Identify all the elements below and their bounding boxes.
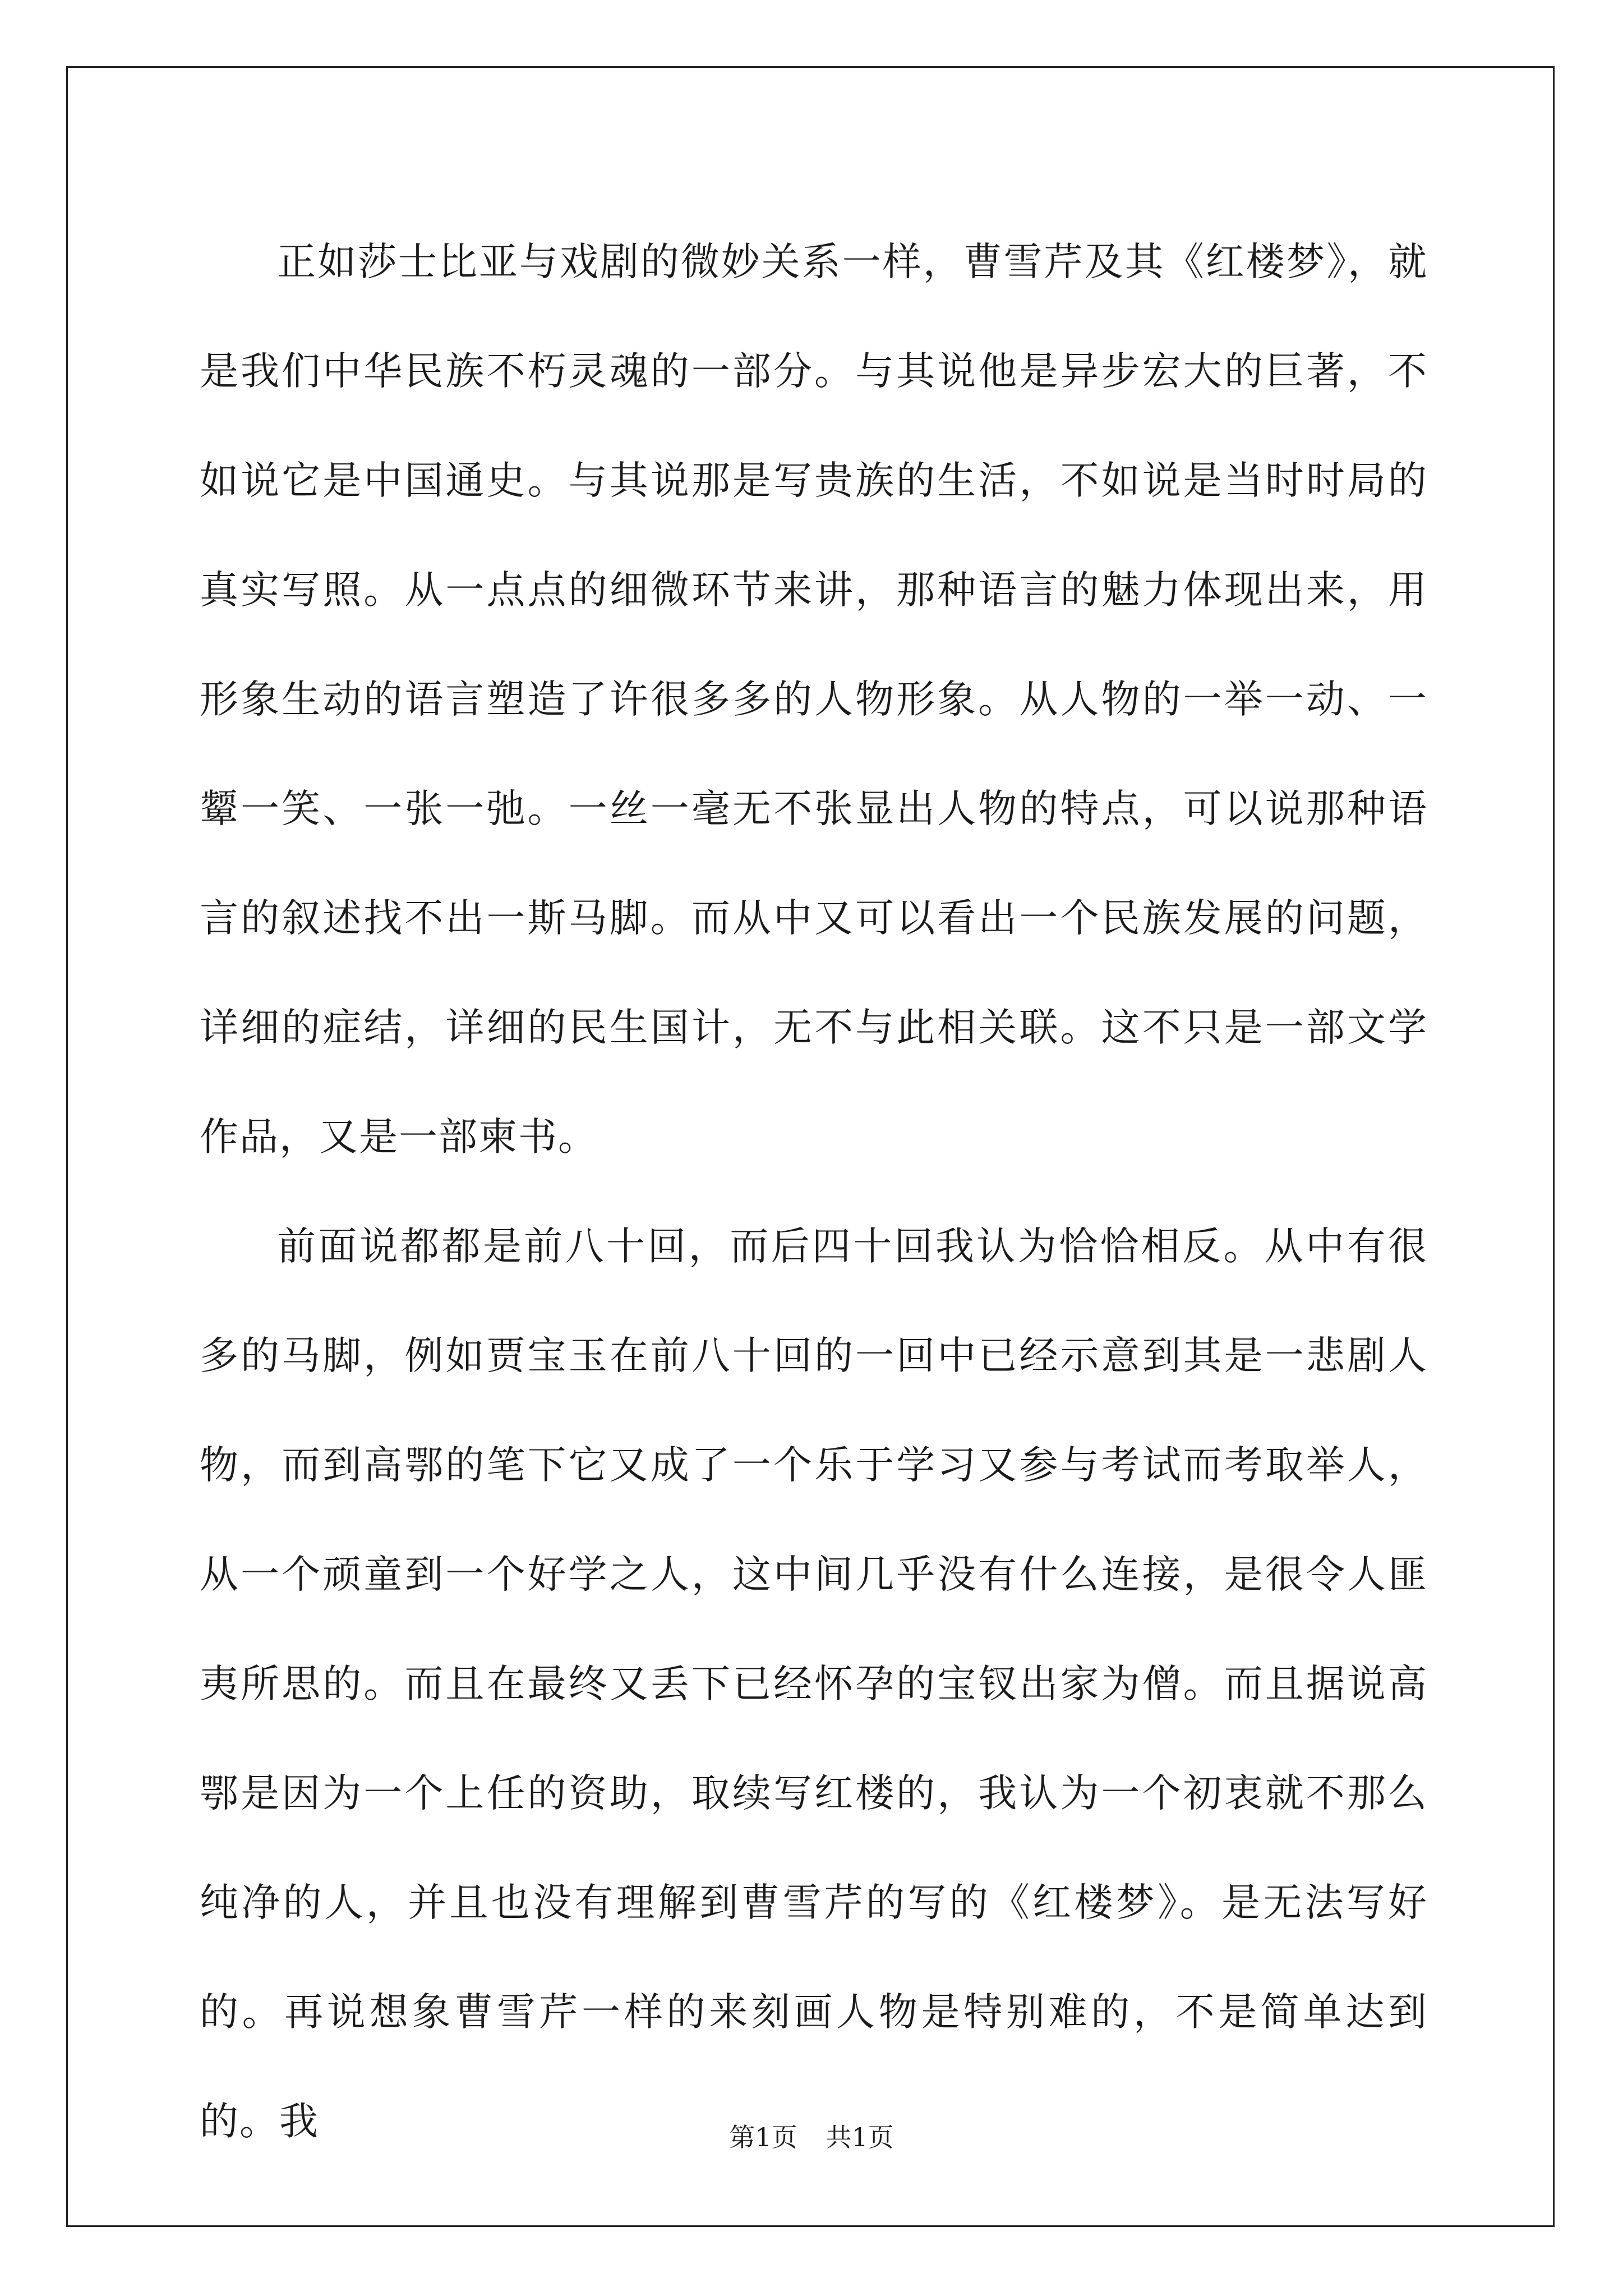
paragraph-1: 正如莎士比亚与戏剧的微妙关系一样，曹雪芹及其《红楼梦》，就是我们中华民族不朽灵魂的一部分。与其说他是异步宏大的巨著，不如说它是中国通史。与其说那是写贵族的生活，不如说是当时时局的真实写照。从一点点的细微环节来讲，那种语言的魅力体现出来，用形象生动的语言塑造了许很多多的人物形象。从人物的一举一动、一颦一笑、一张一弛。一丝一毫无不张显出人物的特点，可以说那种语言的叙述找不出一斯马脚。而从中又可以看出一个民族发展的问题，详细的症结，详细的民生国计，无不与此相关联。这不只是一部文学作品，又是一部柬书。: [200, 240, 1428, 1159]
page-total: 共1页: [826, 2122, 894, 2152]
document-body: [200, 208, 1428, 2177]
paragraph-2: 前面说都都是前八十回，而后四十回我认为恰恰相反。从中有很多的马脚，例如贾宝玉在前八十回的一回中已经示意到其是一悲剧人物，而到高鄂的笔下它又成了一个乐于学习又参与考试而考取举人，从一个顽童到一个好学之人，这中间几乎没有什么连接，是很令人匪夷所思的。而且在最终又丢下已经怀孕的宝钗出家为僧。而且据说高鄂是因为一个上任的资助，取续写红楼的，我认为一个初衷就不那么纯净的人，并且也没有理解到曹雪芹的写的《红楼梦》。是无法写好的。再说想象曹雪芹一样的来刻画人物是特别难的，不是简单达到的。我: [200, 1224, 1428, 2144]
page-footer: [0, 2120, 1623, 2154]
page-number: 第1页: [729, 2122, 797, 2152]
